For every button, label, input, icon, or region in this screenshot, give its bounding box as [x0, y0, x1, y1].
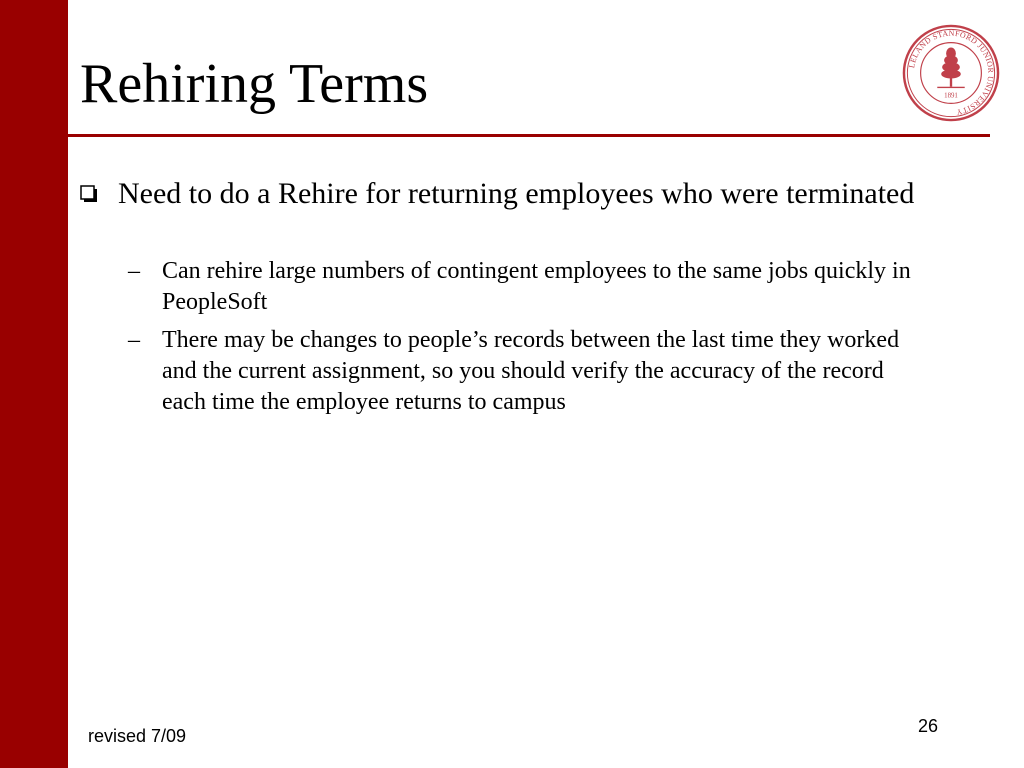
sub-bullet-item [128, 256, 928, 318]
sub-bullet-text: Can rehire large numbers of contingent employees to the same jobs quickly in PeopleSoft [162, 258, 911, 315]
left-accent-band [0, 0, 68, 768]
title-divider [68, 134, 990, 137]
seal-tree [937, 48, 964, 89]
sub-bullet-item [128, 325, 928, 418]
bullet-item [80, 176, 960, 212]
footer-revision: revised 7/09 [88, 726, 187, 746]
seal-year: 1891 [944, 92, 958, 100]
dash-bullet: – [128, 258, 140, 284]
page-number: 26 [917, 716, 939, 736]
checkbox-bullet-icon [80, 185, 98, 203]
stanford-seal-icon [902, 24, 1000, 122]
dash-bullet: – [128, 327, 140, 353]
slide-title: Rehiring Terms [80, 53, 429, 115]
sub-bullet-text: There may be changes to people’s records between the last time they worked and the current assignment, so you should verify the accuracy of the record each time the employee returns to campus [162, 327, 900, 415]
seal-ring-text: LELAND STANFORD JUNIOR UNIVERSITY [907, 28, 996, 117]
bullet-text: Need to do a Rehire for returning employees who were terminated [118, 177, 915, 210]
